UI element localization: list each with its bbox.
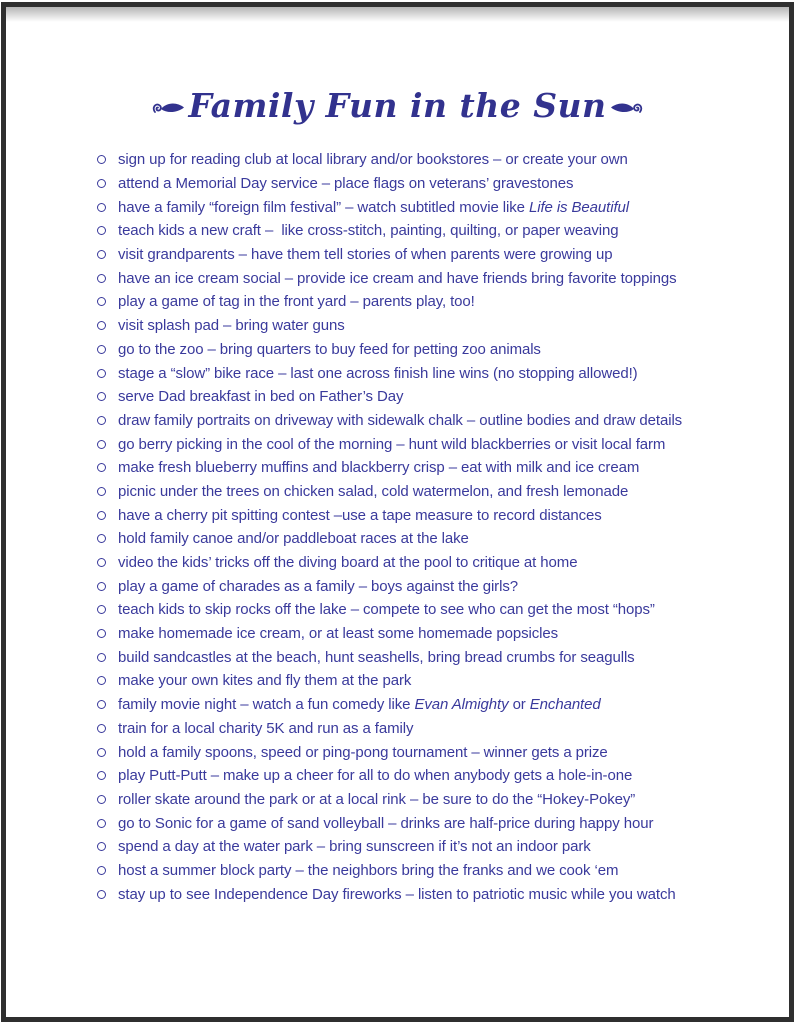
circle-bullet-icon — [97, 795, 106, 804]
list-item — [97, 219, 795, 243]
list-item-text: have a family “foreign film festival” – watch subtitled movie like Life is Beautiful — [118, 198, 629, 216]
list-item-text: build sandcastles at the beach, hunt seashells, bring bread crumbs for seagulls — [118, 648, 635, 666]
list-item — [97, 266, 795, 290]
activity-list — [97, 148, 795, 906]
list-item — [97, 788, 795, 812]
list-item — [97, 859, 795, 883]
list-item — [97, 693, 795, 717]
circle-bullet-icon — [97, 392, 106, 401]
list-item — [97, 645, 795, 669]
circle-bullet-icon — [97, 321, 106, 330]
list-item-text: teach kids to skip rocks off the lake – compete to see who can get the most “hops” — [118, 601, 655, 619]
list-item-text: sign up for reading club at local library and/or bookstores – or create your own — [118, 151, 628, 169]
list-item — [97, 480, 795, 504]
circle-bullet-icon — [97, 700, 106, 709]
list-item — [97, 314, 795, 338]
list-item-text: visit grandparents – have them tell stories of when parents were growing up — [118, 246, 613, 264]
list-item — [97, 551, 795, 575]
circle-bullet-icon — [97, 297, 106, 306]
circle-bullet-icon — [97, 866, 106, 875]
list-item-text: go to the zoo – bring quarters to buy feed for petting zoo animals — [118, 340, 541, 358]
circle-bullet-icon — [97, 724, 106, 733]
list-item-text: hold a family spoons, speed or ping-pong tournament – winner gets a prize — [118, 743, 608, 761]
title-text: Family Fun in the Sun — [188, 86, 607, 125]
circle-bullet-icon — [97, 369, 106, 378]
list-item — [97, 361, 795, 385]
list-item — [97, 456, 795, 480]
list-item — [97, 290, 795, 314]
circle-bullet-icon — [97, 842, 106, 851]
floral-ornament-right-icon — [609, 99, 645, 119]
circle-bullet-icon — [97, 558, 106, 567]
list-item-text: family movie night – watch a fun comedy like Evan Almighty or Enchanted — [118, 696, 601, 714]
list-item — [97, 172, 795, 196]
list-item-text: train for a local charity 5K and run as a family — [118, 719, 414, 737]
list-item-text: make fresh blueberry muffins and blackberry crisp – eat with milk and ice cream — [118, 459, 640, 477]
list-item — [97, 574, 795, 598]
list-item-text: hold family canoe and/or paddleboat races at the lake — [118, 530, 469, 548]
circle-bullet-icon — [97, 748, 106, 757]
list-item-text: play Putt-Putt – make up a cheer for all to do when anybody gets a hole-in-one — [118, 767, 633, 785]
circle-bullet-icon — [97, 226, 106, 235]
list-item — [97, 148, 795, 172]
list-item-text: draw family portraits on driveway with sidewalk chalk – outline bodies and draw details — [118, 411, 683, 429]
list-item-text: make homemade ice cream, or at least some homemade popsicles — [118, 625, 559, 643]
floral-ornament-left-icon — [150, 99, 186, 119]
list-item-text: stay up to see Independence Day fireworks – listen to patriotic music while you watch — [118, 885, 676, 903]
circle-bullet-icon — [97, 487, 106, 496]
list-item-text: have an ice cream social – provide ice cream and have friends bring favorite toppings — [118, 269, 677, 287]
list-item — [97, 409, 795, 433]
list-item-text: attend a Memorial Day service – place flags on veterans’ gravestones — [118, 175, 574, 193]
list-item — [97, 432, 795, 456]
circle-bullet-icon — [97, 250, 106, 259]
list-item — [97, 195, 795, 219]
list-item-text: play a game of charades as a family – boys against the girls? — [118, 577, 518, 595]
circle-bullet-icon — [97, 440, 106, 449]
list-item — [97, 338, 795, 362]
list-item-text: host a summer block party – the neighbors bring the franks and we cook ‘em — [118, 861, 619, 879]
circle-bullet-icon — [97, 676, 106, 685]
list-item-text: serve Dad breakfast in bed on Father’s Day — [118, 388, 404, 406]
list-item-text: go to Sonic for a game of sand volleyball – drinks are half-price during happy hour — [118, 814, 654, 832]
circle-bullet-icon — [97, 203, 106, 212]
circle-bullet-icon — [97, 511, 106, 520]
circle-bullet-icon — [97, 605, 106, 614]
list-item-text: play a game of tag in the front yard – parents play, too! — [118, 293, 475, 311]
circle-bullet-icon — [97, 345, 106, 354]
circle-bullet-icon — [97, 463, 106, 472]
list-item-text: visit splash pad – bring water guns — [118, 317, 345, 335]
list-item — [97, 717, 795, 741]
list-item — [97, 243, 795, 267]
circle-bullet-icon — [97, 416, 106, 425]
circle-bullet-icon — [97, 582, 106, 591]
circle-bullet-icon — [97, 274, 106, 283]
list-item — [97, 882, 795, 906]
list-item — [97, 740, 795, 764]
list-item — [97, 811, 795, 835]
scan-shadow — [6, 7, 789, 22]
list-item-text: roller skate around the park or at a local rink – be sure to do the “Hokey-Pokey” — [118, 790, 636, 808]
circle-bullet-icon — [97, 629, 106, 638]
list-item — [97, 669, 795, 693]
circle-bullet-icon — [97, 819, 106, 828]
list-item — [97, 764, 795, 788]
list-item — [97, 503, 795, 527]
circle-bullet-icon — [97, 890, 106, 899]
list-item-text: teach kids a new craft – like cross-stitch, painting, quilting, or paper weaving — [118, 222, 619, 240]
circle-bullet-icon — [97, 179, 106, 188]
list-item — [97, 598, 795, 622]
list-item-text: go berry picking in the cool of the morning – hunt wild blackberries or visit local farm — [118, 435, 666, 453]
circle-bullet-icon — [97, 771, 106, 780]
circle-bullet-icon — [97, 653, 106, 662]
list-item-text: spend a day at the water park – bring sunscreen if it’s not an indoor park — [118, 838, 591, 856]
list-item-text: video the kids’ tricks off the diving board at the pool to critique at home — [118, 554, 578, 572]
list-item — [97, 835, 795, 859]
list-item-text: picnic under the trees on chicken salad, cold watermelon, and fresh lemonade — [118, 482, 629, 500]
list-item-text: make your own kites and fly them at the park — [118, 672, 412, 690]
list-item — [97, 527, 795, 551]
circle-bullet-icon — [97, 534, 106, 543]
list-item-text: have a cherry pit spitting contest –use a tape measure to record distances — [118, 506, 602, 524]
circle-bullet-icon — [97, 155, 106, 164]
list-item-text: stage a “slow” bike race – last one across finish line wins (no stopping allowed!) — [118, 364, 638, 382]
list-item — [97, 385, 795, 409]
list-item — [97, 622, 795, 646]
